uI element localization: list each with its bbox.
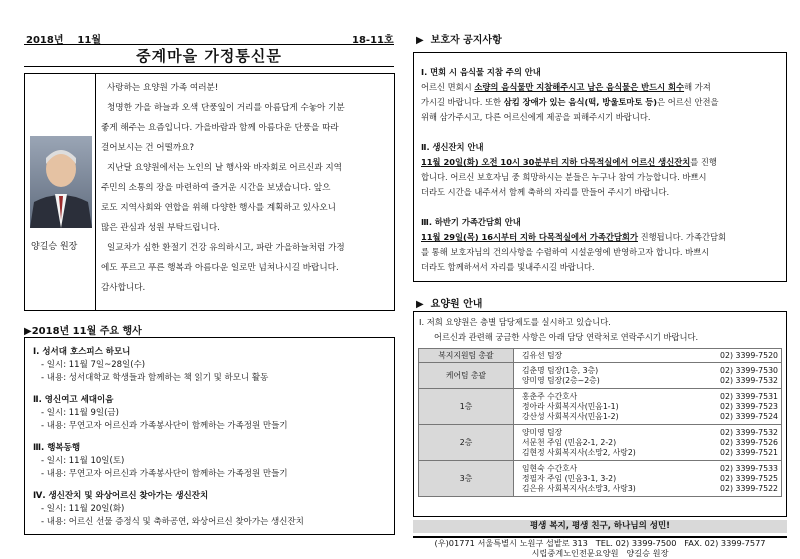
event-title: Ⅲ. 행복동행: [33, 443, 81, 453]
dept-cell: 복지지원팀 총괄: [419, 349, 514, 363]
greeting-line: 로도 지역사회와 연합을 위해 다양한 행사를 계획하고 있사오니: [101, 203, 336, 213]
staff-phone: 02) 3399-7521: [720, 447, 778, 457]
issue-number: 18-11호: [352, 35, 394, 46]
staff-name: 김유선 팀장: [514, 349, 681, 363]
staff-phone: 02) 3399-7532: [720, 375, 778, 385]
event-line: - 일시: 11월 10일(토): [41, 456, 125, 466]
notice-text: 더라도 시간을 내주셔서 함께 축하의 자리를 만들어 주시기 바랍니다.: [421, 187, 670, 197]
event-line: - 내용: 무연고자 어르신과 가족봉사단이 함께하는 가족정원 만들기: [41, 469, 288, 479]
issue-date: 2018년 11월: [26, 35, 101, 46]
notice-text: 가시길 바랍니다. 또한: [421, 97, 504, 107]
greeting-line: 사랑하는 요양원 가족 여러분!: [107, 83, 219, 93]
event-line: - 내용: 어르신 선물 증정식 및 축하공연, 와상어르신 찾아가는 생신잔치: [41, 517, 304, 527]
greeting-line: 지난달 요양원에서는 노인의 날 행사와 바자회로 어르신과 지역: [107, 163, 342, 173]
event-line: - 일시: 11월 20일(화): [41, 504, 125, 514]
staff-name: 임현숙 수간호사: [522, 463, 578, 473]
event-line: - 일시: 11월 7일~28일(수): [41, 360, 146, 370]
staff-phone: 02) 3399-7523: [720, 401, 778, 411]
director-photo: [30, 136, 92, 228]
staff-name: 김현정 사회복지사(소망2, 사랑2): [522, 447, 636, 457]
photo-caption: 양길승 원장: [31, 242, 78, 252]
notice-text: 위해 삼가주시고, 다른 어르신에게 제공을 피해주시기 바랍니다.: [421, 112, 651, 122]
table-row: [419, 363, 782, 389]
notice-text: 진행됩니다. 가족간담회: [637, 232, 727, 242]
staff-phone: 02) 3399-7533: [720, 463, 778, 473]
notice-text: 를 진행: [690, 157, 717, 167]
notice-heading: ▶ 보호자 공지사항: [416, 35, 502, 46]
notice-title: Ⅰ. 면회 시 음식물 지참 주의 안내: [421, 67, 541, 77]
staff-phone: 02) 3399-7520: [680, 349, 782, 363]
staff-name: 김은유 사회복지사(소망3, 사랑3): [522, 483, 636, 493]
staff-name: 양미영 팀장: [522, 427, 563, 437]
staff-phone: 02) 3399-7522: [720, 483, 778, 493]
greeting-line: 감사합니다.: [101, 283, 146, 293]
staff-phone: 02) 3399-7532: [720, 427, 778, 437]
staff-phone: 02) 3399-7524: [720, 411, 778, 421]
notice-text: 은 어르신 안전을: [657, 97, 719, 107]
staff-phone: 02) 3399-7525: [720, 473, 778, 483]
staff-phone: 02) 3399-7530: [720, 365, 778, 375]
dept-cell: 케어팀 총괄: [419, 363, 514, 389]
event-title: Ⅱ. 영신여고 세대이음: [33, 395, 114, 405]
staff-name: 홍춘주 수간호사: [522, 391, 578, 401]
staff-name: 강산성 사회복지사(민음1-2): [522, 411, 619, 421]
dept-cell: 2층: [419, 425, 514, 461]
staff-name: 양미영 팀장(2층~2층): [522, 375, 600, 385]
staff-name: 김춘명 팀장(1층, 3층): [522, 365, 599, 375]
table-row: [419, 389, 782, 425]
event-line: - 내용: 성서대학교 학생들과 함께하는 책 읽기 및 하모니 활동: [41, 373, 269, 383]
greeting-section: [24, 73, 395, 311]
staff-phone: 02) 3399-7531: [720, 391, 778, 401]
notice-text: 더라도 함께하셔서 자리를 빛내주시길 바랍니다.: [421, 262, 595, 272]
staff-section: [413, 311, 787, 517]
greeting-line: 에도 푸르고 푸른 행복과 아름다운 일로만 넘쳐나시길 바랍니다.: [101, 263, 339, 273]
dept-cell: 3층: [419, 461, 514, 497]
notice-emphasis: 11월 29일(목) 16시부터 지하 다목적실에서 가족간담회가: [421, 232, 638, 242]
page-title: 중계마을 가정통신문: [136, 47, 282, 65]
notice-text: 해 가져: [684, 82, 711, 92]
events-heading: ▶2018년 11월 주요 행사: [24, 326, 142, 337]
table-row: [419, 425, 782, 461]
table-row: [419, 349, 782, 363]
notice-emphasis: 소량의 음식물만 지참해주시고 남은 음식물은 반드시 회수: [474, 82, 685, 92]
event-title: Ⅰ. 성서대 호스피스 하모니: [33, 347, 131, 357]
staff-heading: ▶ 요양원 안내: [416, 299, 483, 310]
staff-table: [418, 348, 782, 497]
greeting-line: 많은 관심과 성원 부탁드립니다.: [101, 223, 220, 233]
notice-section: [413, 52, 787, 282]
greeting-line: 걸어보시는 건 어떨까요?: [101, 143, 195, 153]
event-line: - 일시: 11월 9일(금): [41, 408, 119, 418]
notice-title: Ⅱ. 생신잔치 안내: [421, 142, 484, 152]
dept-cell: 1층: [419, 389, 514, 425]
footer-org: 시립중계노인전문요양원 양길승 원장: [531, 548, 669, 558]
staff-intro: 어르신과 관련해 궁금한 사항은 아래 담당 연락처로 연락주시기 바랍니다.: [434, 332, 699, 342]
staff-name: 정필자 주임 (민음3-1, 3-2): [522, 473, 617, 483]
greeting-line: 청명한 가을 하늘과 오색 단풍잎이 거리를 아름답게 수놓아 기분: [107, 103, 345, 113]
table-row: [419, 461, 782, 497]
footer-address: (우)01771 서울특별시 노원구 섭밭로 313 TEL. 02) 3399-7500 FAX. 02) 3399-7577: [434, 538, 766, 548]
notice-emphasis: 삼킴 장애가 있는 음식(떡, 방울토마토 등): [503, 97, 658, 107]
greeting-line: 일교차가 심한 환절기 건강 유의하시고, 파란 가을하늘처럼 가정: [107, 243, 345, 253]
staff-name: 정아라 사회복지사(민음1-1): [522, 401, 619, 411]
staff-phone: 02) 3399-7526: [720, 437, 778, 447]
footer-slogan: 평생 복지, 평생 친구, 하나님의 성민!: [413, 520, 787, 533]
notice-title: Ⅲ. 하반기 가족간담회 안내: [421, 217, 521, 227]
staff-intro: Ⅰ. 저희 요양원은 층별 담당제도를 실시하고 있습니다.: [419, 317, 611, 327]
notice-emphasis: 11월 20일(화) 오전 10시 30분부터 지하 다목적실에서 어르신 생신잔치: [421, 157, 691, 167]
greeting-line: 주민의 소통의 장을 마련하여 즐거운 시간을 보냈습니다. 앞으: [101, 183, 331, 193]
notice-text: 합니다. 어르신 보호자님 중 희망하시는 분들은 누구나 참여 가능합니다. 바쁘시: [421, 172, 707, 182]
events-section: [24, 337, 395, 535]
staff-name: 서문천 주임 (민음2-1, 2-2): [522, 437, 617, 447]
greeting-line: 좋게 해주는 요즘입니다. 가을바람과 함께 아름다운 단풍을 따라: [101, 123, 339, 133]
notice-text: 어르신 면회시: [421, 82, 475, 92]
event-title: Ⅳ. 생신잔치 및 와상어르신 찾아가는 생신잔치: [33, 491, 209, 501]
event-line: - 내용: 무연고자 어르신과 가족봉사단이 함께하는 가족정원 만들기: [41, 421, 288, 431]
notice-text: 를 통해 보호자님의 건의사항을 수렴하여 시설운영에 반영하고자 합니다. 바쁘시: [421, 247, 710, 257]
